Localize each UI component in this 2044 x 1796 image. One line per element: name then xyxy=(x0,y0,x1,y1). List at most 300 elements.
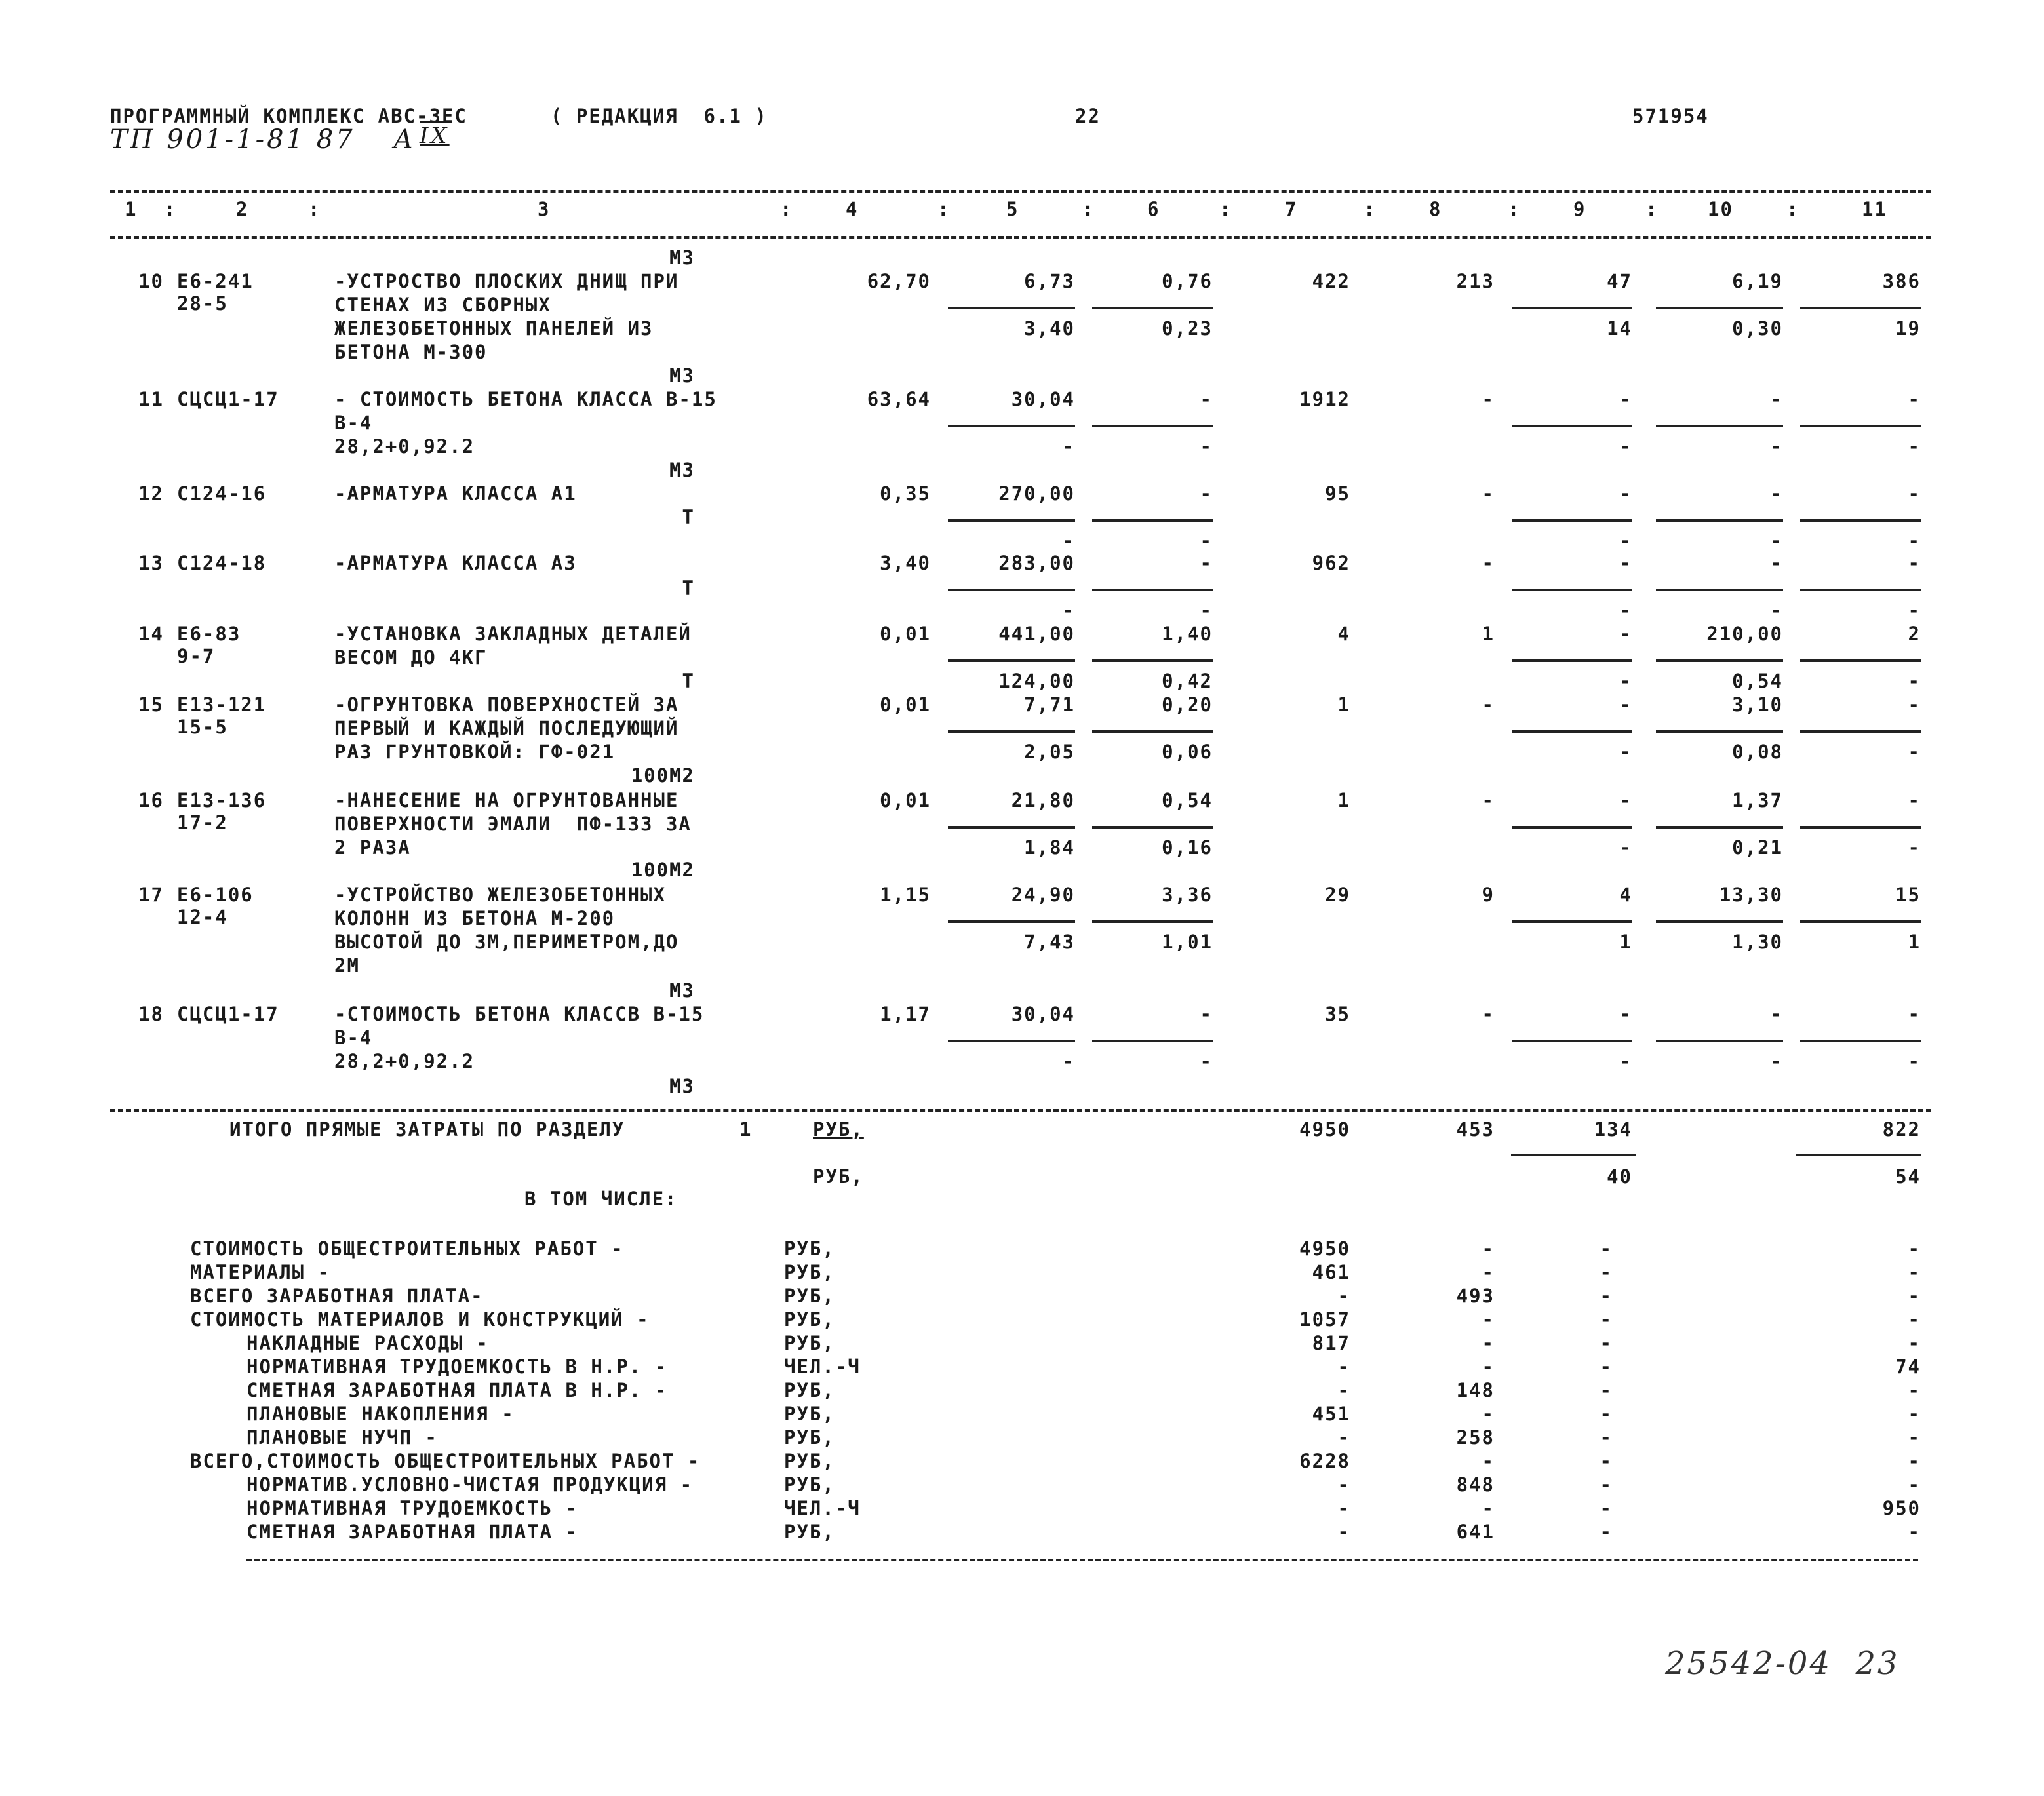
summary-unit: РУБ, xyxy=(784,1308,835,1331)
summary-col8: - xyxy=(1482,1356,1495,1378)
cell-c10: - xyxy=(1770,552,1783,574)
cell-c8: - xyxy=(1482,388,1495,410)
column-header-4: 4 xyxy=(846,198,859,220)
cell-c5: 30,04 xyxy=(1011,388,1075,410)
cell-c9: - xyxy=(1619,482,1632,505)
summary-col9: - xyxy=(1600,1497,1613,1519)
rate-code: Е6-83 xyxy=(177,623,241,645)
work-description: 2М xyxy=(334,954,360,977)
cell-c6: 0,76 xyxy=(1162,270,1213,292)
cell-fraction-divider xyxy=(1656,920,1783,923)
cell-c8: - xyxy=(1482,482,1495,505)
work-description: СТЕНАХ ИЗ СБОРНЫХ xyxy=(334,294,551,316)
cell-fraction-divider xyxy=(1092,730,1213,733)
cell-c9: 4 xyxy=(1619,884,1632,906)
cell-c5-lower: 1,84 xyxy=(1024,836,1075,859)
cell-c7: 1 xyxy=(1337,693,1350,716)
work-description: -УСТАНОВКА ЗАКЛАДНЫХ ДЕТАЛЕЙ xyxy=(334,623,692,645)
summary-col9: - xyxy=(1600,1403,1613,1425)
column-separator: : xyxy=(308,198,321,220)
summary-label: НАКЛАДНЫЕ РАСХОДЫ - xyxy=(246,1332,489,1354)
cell-fraction-divider xyxy=(1800,425,1921,427)
cell-c7: 29 xyxy=(1325,884,1350,906)
summary-col11: - xyxy=(1908,1332,1921,1354)
summary-label: НОРМАТИВНАЯ ТРУДОЕМКОСТЬ - xyxy=(246,1497,578,1519)
cell-c7: 1912 xyxy=(1299,388,1350,410)
cell-c9-lower: - xyxy=(1619,599,1632,621)
cell-c10-lower: - xyxy=(1770,599,1783,621)
cell-c10: 210,00 xyxy=(1706,623,1783,645)
cell-c9-lower: - xyxy=(1619,1050,1632,1072)
cell-c9-lower: - xyxy=(1619,435,1632,458)
cell-c8: - xyxy=(1482,789,1495,811)
cell-c7: 95 xyxy=(1325,482,1350,505)
rate-code-sub: 28-5 xyxy=(177,292,228,315)
cell-c8: - xyxy=(1482,552,1495,574)
summary-col7: - xyxy=(1337,1497,1350,1519)
row-number: 14 xyxy=(138,623,164,645)
rate-code: Е13-121 xyxy=(177,693,267,716)
work-description: КОЛОНН ИЗ БЕТОНА М-200 xyxy=(334,907,616,929)
unit-label: М3 xyxy=(669,364,695,387)
cell-c9: 47 xyxy=(1607,270,1632,292)
summary-label: ПЛАНОВЫЕ НУЧП - xyxy=(246,1426,438,1449)
cell-c10: - xyxy=(1770,1003,1783,1025)
handwritten-footer-number: 25542-04 23 xyxy=(1665,1645,1900,1682)
cell-fraction-divider xyxy=(1656,826,1783,829)
column-header-10: 10 xyxy=(1708,198,1733,220)
work-description: 28,2+0,92.2 xyxy=(334,435,475,458)
cell-c6-lower: 0,16 xyxy=(1162,836,1213,859)
cell-fraction-divider xyxy=(1092,920,1213,923)
unit-label: М3 xyxy=(669,246,695,269)
column-header-11: 11 xyxy=(1862,198,1887,220)
row-number: 17 xyxy=(138,884,164,906)
summary-col9: - xyxy=(1600,1308,1613,1331)
document-code: 571954 xyxy=(1632,105,1709,127)
rate-code: СЦСЦ1-17 xyxy=(177,388,279,410)
cell-c10-lower: 1,30 xyxy=(1732,931,1783,953)
cell-c10-lower: 0,08 xyxy=(1732,741,1783,763)
cell-qty: 0,01 xyxy=(880,693,931,716)
unit-label: М3 xyxy=(669,459,695,481)
edition: ( РЕДАКЦИЯ 6.1 ) xyxy=(551,105,768,127)
cell-c5: 441,00 xyxy=(998,623,1075,645)
cell-c6: 0,20 xyxy=(1162,693,1213,716)
cell-qty: 1,17 xyxy=(880,1003,931,1025)
summary-col8: - xyxy=(1482,1238,1495,1260)
cell-c11-lower: - xyxy=(1908,670,1921,692)
unit-label: Т xyxy=(682,506,695,528)
rate-code-sub: 17-2 xyxy=(177,811,228,834)
summary-col9: - xyxy=(1600,1238,1613,1260)
cell-c10: - xyxy=(1770,482,1783,505)
summary-label: СМЕТНАЯ ЗАРАБОТНАЯ ПЛАТА - xyxy=(246,1521,578,1543)
work-description: -АРМАТУРА КЛАССА А1 xyxy=(334,482,577,505)
cell-c5: 6,73 xyxy=(1024,270,1075,292)
work-description: ВЫСОТОЙ ДО 3М,ПЕРИМЕТРОМ,ДО xyxy=(334,931,679,953)
work-description: ПЕРВЫЙ И КАЖДЫЙ ПОСЛЕДУЮЩИЙ xyxy=(334,717,679,739)
total-col9-divider xyxy=(1511,1154,1636,1156)
cell-c10: 3,10 xyxy=(1732,693,1783,716)
summary-col11: - xyxy=(1908,1403,1921,1425)
summary-col11: - xyxy=(1908,1426,1921,1449)
summary-col7: 817 xyxy=(1312,1332,1350,1354)
cell-c9: - xyxy=(1619,693,1632,716)
summary-col9: - xyxy=(1600,1332,1613,1354)
cell-c11-lower: 1 xyxy=(1908,931,1921,953)
cell-c11: - xyxy=(1908,388,1921,410)
cell-c10-lower: 0,21 xyxy=(1732,836,1783,859)
cell-c11: 386 xyxy=(1882,270,1921,292)
total-col8: 453 xyxy=(1456,1118,1495,1141)
cell-fraction-divider xyxy=(1656,589,1783,591)
row-number: 12 xyxy=(138,482,164,505)
cell-c5-lower: - xyxy=(1062,599,1075,621)
summary-col11: - xyxy=(1908,1474,1921,1496)
cell-c11: - xyxy=(1908,552,1921,574)
cell-c10-lower: - xyxy=(1770,435,1783,458)
total-col9: 134 xyxy=(1594,1118,1632,1141)
column-header-9: 9 xyxy=(1573,198,1586,220)
summary-col7: - xyxy=(1337,1426,1350,1449)
cell-c11: 2 xyxy=(1908,623,1921,645)
cell-fraction-divider xyxy=(948,1040,1075,1042)
cell-fraction-divider xyxy=(948,659,1075,662)
work-description: -СТОИМОСТЬ БЕТОНА КЛАССВ В-15 xyxy=(334,1003,705,1025)
cell-c5-lower: 2,05 xyxy=(1024,741,1075,763)
cell-fraction-divider xyxy=(1092,659,1213,662)
summary-col11: 950 xyxy=(1882,1497,1921,1519)
cell-qty: 3,40 xyxy=(880,552,931,574)
total-col9-b: 40 xyxy=(1607,1165,1632,1188)
summary-rule xyxy=(246,1559,1918,1561)
cell-fraction-divider xyxy=(1512,659,1632,662)
unit-label-last: М3 xyxy=(669,1075,695,1097)
cell-c11-lower: - xyxy=(1908,741,1921,763)
row-number: 16 xyxy=(138,789,164,811)
summary-unit: РУБ, xyxy=(784,1521,835,1543)
summary-unit: РУБ, xyxy=(784,1285,835,1307)
cell-qty: 0,35 xyxy=(880,482,931,505)
cell-c6-lower: 0,06 xyxy=(1162,741,1213,763)
program-name: ПРОГРАММНЫЙ КОМПЛЕКС АВС-3ЕС xyxy=(110,105,467,127)
column-header-2: 2 xyxy=(236,198,249,220)
cell-c10: - xyxy=(1770,388,1783,410)
cell-c8: 1 xyxy=(1482,623,1495,645)
total-unit: РУБ, xyxy=(813,1118,864,1141)
row-number: 13 xyxy=(138,552,164,574)
cell-fraction-divider xyxy=(1512,920,1632,923)
summary-col9: - xyxy=(1600,1450,1613,1472)
cell-fraction-divider xyxy=(1512,730,1632,733)
summary-col7: 1057 xyxy=(1299,1308,1350,1331)
summary-col9: - xyxy=(1600,1521,1613,1543)
cell-c11: - xyxy=(1908,693,1921,716)
summary-col8: 848 xyxy=(1456,1474,1495,1496)
in-that-number: В ТОМ ЧИСЛЕ: xyxy=(524,1188,678,1210)
unit-label: Т xyxy=(682,670,695,692)
work-description: РАЗ ГРУНТОВКОЙ: ГФ-021 xyxy=(334,741,616,763)
cell-c10: 13,30 xyxy=(1719,884,1783,906)
cell-c5: 283,00 xyxy=(998,552,1075,574)
summary-col7: 461 xyxy=(1312,1261,1350,1283)
cell-c5: 21,80 xyxy=(1011,789,1075,811)
cell-c8: - xyxy=(1482,1003,1495,1025)
work-description: В-4 xyxy=(334,1026,373,1049)
work-description: 28,2+0,92.2 xyxy=(334,1050,475,1072)
summary-col9: - xyxy=(1600,1379,1613,1401)
cell-fraction-divider xyxy=(1656,519,1783,522)
row-number: 18 xyxy=(138,1003,164,1025)
column-header-3: 3 xyxy=(538,198,551,220)
cell-c11-lower: - xyxy=(1908,1050,1921,1072)
unit-label: М3 xyxy=(669,979,695,1002)
cell-fraction-divider xyxy=(948,425,1075,427)
work-description: -НАНЕСЕНИЕ НА ОГРУНТОВАННЫЕ xyxy=(334,789,679,811)
summary-col8: 148 xyxy=(1456,1379,1495,1401)
cell-fraction-divider xyxy=(1092,519,1213,522)
summary-label: НОРМАТИВ.УСЛОВНО-ЧИСТАЯ ПРОДУКЦИЯ - xyxy=(246,1474,694,1496)
header-rule-bottom xyxy=(110,236,1931,239)
cell-c7: 1 xyxy=(1337,789,1350,811)
cell-fraction-divider xyxy=(948,730,1075,733)
summary-unit: РУБ, xyxy=(784,1261,835,1283)
rate-code-sub: 9-7 xyxy=(177,645,216,667)
cell-fraction-divider xyxy=(1656,730,1783,733)
cell-c5-lower: - xyxy=(1062,1050,1075,1072)
summary-label: МАТЕРИАЛЫ - xyxy=(190,1261,331,1283)
column-separator: : xyxy=(1508,198,1521,220)
cell-c5-lower: 7,43 xyxy=(1024,931,1075,953)
row-number: 15 xyxy=(138,693,164,716)
summary-unit: РУБ, xyxy=(784,1474,835,1496)
cell-c10: 6,19 xyxy=(1732,270,1783,292)
cell-qty: 63,64 xyxy=(867,388,931,410)
cell-c11-lower: - xyxy=(1908,435,1921,458)
summary-label: СТОИМОСТЬ МАТЕРИАЛОВ И КОНСТРУКЦИЙ - xyxy=(190,1308,650,1331)
cell-c8: - xyxy=(1482,693,1495,716)
summary-label: НОРМАТИВНАЯ ТРУДОЕМКОСТЬ В Н.Р. - xyxy=(246,1356,668,1378)
cell-c6-lower: - xyxy=(1200,530,1213,552)
summary-col11: - xyxy=(1908,1285,1921,1307)
column-header-6: 6 xyxy=(1147,198,1160,220)
summary-label: ВСЕГО,СТОИМОСТЬ ОБЩЕСТРОИТЕЛЬНЫХ РАБОТ - xyxy=(190,1450,701,1472)
cell-c6-lower: 0,23 xyxy=(1162,317,1213,340)
cell-fraction-divider xyxy=(1656,307,1783,309)
summary-col8: 641 xyxy=(1456,1521,1495,1543)
cell-fraction-divider xyxy=(1800,519,1921,522)
cell-c11: 15 xyxy=(1895,884,1921,906)
unit-label: 100М2 xyxy=(631,859,695,881)
column-separator: : xyxy=(937,198,951,220)
cell-c5: 270,00 xyxy=(998,482,1075,505)
summary-col11: - xyxy=(1908,1308,1921,1331)
work-description: ПОВЕРХНОСТИ ЭМАЛИ ПФ-133 ЗА xyxy=(334,813,692,835)
summary-col11: 74 xyxy=(1895,1356,1921,1378)
rate-code-sub: 15-5 xyxy=(177,716,228,738)
summary-label: ВСЕГО ЗАРАБОТНАЯ ПЛАТА- xyxy=(190,1285,484,1307)
rate-code: С124-16 xyxy=(177,482,267,505)
unit-label: 100М2 xyxy=(631,764,695,787)
row-number: 10 xyxy=(138,270,164,292)
column-separator: : xyxy=(1645,198,1659,220)
cell-c6-lower: 1,01 xyxy=(1162,931,1213,953)
summary-unit: ЧЕЛ.-Ч xyxy=(784,1497,861,1519)
cell-c9: - xyxy=(1619,789,1632,811)
cell-c11-lower: - xyxy=(1908,599,1921,621)
cell-c6: 3,36 xyxy=(1162,884,1213,906)
cell-c9-lower: - xyxy=(1619,836,1632,859)
cell-fraction-divider xyxy=(1092,307,1213,309)
cell-c8: 213 xyxy=(1456,270,1495,292)
cell-c5-lower: - xyxy=(1062,530,1075,552)
column-header-1: 1 xyxy=(125,198,138,220)
cell-c6: 0,54 xyxy=(1162,789,1213,811)
work-description: -АРМАТУРА КЛАССА А3 xyxy=(334,552,577,574)
column-separator: : xyxy=(164,198,177,220)
summary-unit: РУБ, xyxy=(784,1426,835,1449)
cell-c6-lower: - xyxy=(1200,599,1213,621)
header-rule-top xyxy=(110,190,1931,193)
cell-qty: 0,01 xyxy=(880,789,931,811)
cell-c10-lower: - xyxy=(1770,1050,1783,1072)
total-col11-divider xyxy=(1796,1154,1921,1156)
summary-col11: - xyxy=(1908,1261,1921,1283)
summary-col8: 258 xyxy=(1456,1426,1495,1449)
cell-c6-lower: - xyxy=(1200,1050,1213,1072)
column-header-7: 7 xyxy=(1285,198,1298,220)
cell-c7: 35 xyxy=(1325,1003,1350,1025)
summary-col9: - xyxy=(1600,1474,1613,1496)
cell-qty: 1,15 xyxy=(880,884,931,906)
cell-qty: 62,70 xyxy=(867,270,931,292)
cell-c11: - xyxy=(1908,482,1921,505)
cell-c6-lower: - xyxy=(1200,435,1213,458)
page-number: 22 xyxy=(1075,105,1101,127)
rate-code: СЦСЦ1-17 xyxy=(177,1003,279,1025)
summary-col8: 493 xyxy=(1456,1285,1495,1307)
unit-label: Т xyxy=(682,577,695,599)
album-roman: IX xyxy=(420,123,450,149)
cell-c9-lower: - xyxy=(1619,530,1632,552)
summary-label: ПЛАНОВЫЕ НАКОПЛЕНИЯ - xyxy=(246,1403,515,1425)
cell-fraction-divider xyxy=(1656,425,1783,427)
work-description: -ОГРУНТОВКА ПОВЕРХНОСТЕЙ ЗА xyxy=(334,693,679,716)
cell-fraction-divider xyxy=(948,307,1075,309)
cell-c9: - xyxy=(1619,388,1632,410)
summary-col8: - xyxy=(1482,1403,1495,1425)
cell-c5-lower: 3,40 xyxy=(1024,317,1075,340)
total-label: ИТОГО ПРЯМЫЕ ЗАТРАТЫ ПО РАЗДЕЛУ xyxy=(229,1118,625,1141)
album-letter: А xyxy=(393,125,416,155)
work-description: ВЕСОМ ДО 4КГ xyxy=(334,646,488,669)
cell-fraction-divider xyxy=(1656,659,1783,662)
summary-col8: - xyxy=(1482,1332,1495,1354)
summary-col7: - xyxy=(1337,1285,1350,1307)
total-section: 1 xyxy=(739,1118,753,1141)
summary-col7: 4950 xyxy=(1299,1238,1350,1260)
cell-c9: - xyxy=(1619,1003,1632,1025)
column-separator: : xyxy=(1786,198,1799,220)
cell-c6: - xyxy=(1200,388,1213,410)
work-description: - СТОИМОСТЬ БЕТОНА КЛАССА В-15 xyxy=(334,388,717,410)
cell-c6: - xyxy=(1200,552,1213,574)
work-description: В-4 xyxy=(334,412,373,434)
summary-col8: - xyxy=(1482,1450,1495,1472)
total-col11: 822 xyxy=(1882,1118,1921,1141)
cell-c9-lower: - xyxy=(1619,741,1632,763)
summary-col7: - xyxy=(1337,1521,1350,1543)
cell-fraction-divider xyxy=(1800,826,1921,829)
cell-c5: 24,90 xyxy=(1011,884,1075,906)
column-header-8: 8 xyxy=(1429,198,1442,220)
cell-c11: - xyxy=(1908,1003,1921,1025)
total-unit-2: РУБ, xyxy=(813,1165,864,1188)
summary-col7: 451 xyxy=(1312,1403,1350,1425)
cell-fraction-divider xyxy=(948,826,1075,829)
column-header-5: 5 xyxy=(1006,198,1019,220)
cell-c9: - xyxy=(1619,623,1632,645)
summary-col9: - xyxy=(1600,1356,1613,1378)
summary-col8: - xyxy=(1482,1497,1495,1519)
summary-col11: - xyxy=(1908,1379,1921,1401)
cell-c6: - xyxy=(1200,482,1213,505)
cell-fraction-divider xyxy=(1512,519,1632,522)
cell-fraction-divider xyxy=(1092,1040,1213,1042)
cell-c6-lower: 0,42 xyxy=(1162,670,1213,692)
work-description: ЖЕЛЕЗОБЕТОННЫХ ПАНЕЛЕЙ ИЗ xyxy=(334,317,654,340)
cell-fraction-divider xyxy=(948,519,1075,522)
work-description: 2 РАЗА xyxy=(334,836,411,859)
summary-unit: РУБ, xyxy=(784,1379,835,1401)
rate-code: Е13-136 xyxy=(177,789,267,811)
cell-fraction-divider xyxy=(1512,425,1632,427)
summary-col7: 6228 xyxy=(1299,1450,1350,1472)
cell-c11-lower: - xyxy=(1908,530,1921,552)
summary-label: СМЕТНАЯ ЗАРАБОТНАЯ ПЛАТА В Н.Р. - xyxy=(246,1379,668,1401)
rate-code-sub: 12-4 xyxy=(177,906,228,928)
cell-c9-lower: - xyxy=(1619,670,1632,692)
cell-c10-lower: 0,30 xyxy=(1732,317,1783,340)
rate-code: Е6-106 xyxy=(177,884,254,906)
cell-c6: - xyxy=(1200,1003,1213,1025)
cell-c11: - xyxy=(1908,789,1921,811)
cell-fraction-divider xyxy=(1800,659,1921,662)
summary-col9: - xyxy=(1600,1261,1613,1283)
summary-col7: - xyxy=(1337,1356,1350,1378)
cell-fraction-divider xyxy=(1800,730,1921,733)
cell-c11-lower: - xyxy=(1908,836,1921,859)
cell-fraction-divider xyxy=(1512,307,1632,309)
cell-c5: 30,04 xyxy=(1011,1003,1075,1025)
cell-fraction-divider xyxy=(1800,920,1921,923)
cell-fraction-divider xyxy=(1092,826,1213,829)
cell-c7: 962 xyxy=(1312,552,1350,574)
cell-fraction-divider xyxy=(1800,1040,1921,1042)
column-separator: : xyxy=(1364,198,1377,220)
summary-unit: РУБ, xyxy=(784,1403,835,1425)
summary-col8: - xyxy=(1482,1308,1495,1331)
cell-fraction-divider xyxy=(948,920,1075,923)
cell-fraction-divider xyxy=(1512,826,1632,829)
summary-col8: - xyxy=(1482,1261,1495,1283)
cell-c5-lower: 124,00 xyxy=(998,670,1075,692)
cell-fraction-divider xyxy=(1512,1040,1632,1042)
summary-col9: - xyxy=(1600,1285,1613,1307)
summary-unit: РУБ, xyxy=(784,1238,835,1260)
work-description: -УСТРОЙСТВО ЖЕЛЕЗОБЕТОННЫХ xyxy=(334,884,666,906)
